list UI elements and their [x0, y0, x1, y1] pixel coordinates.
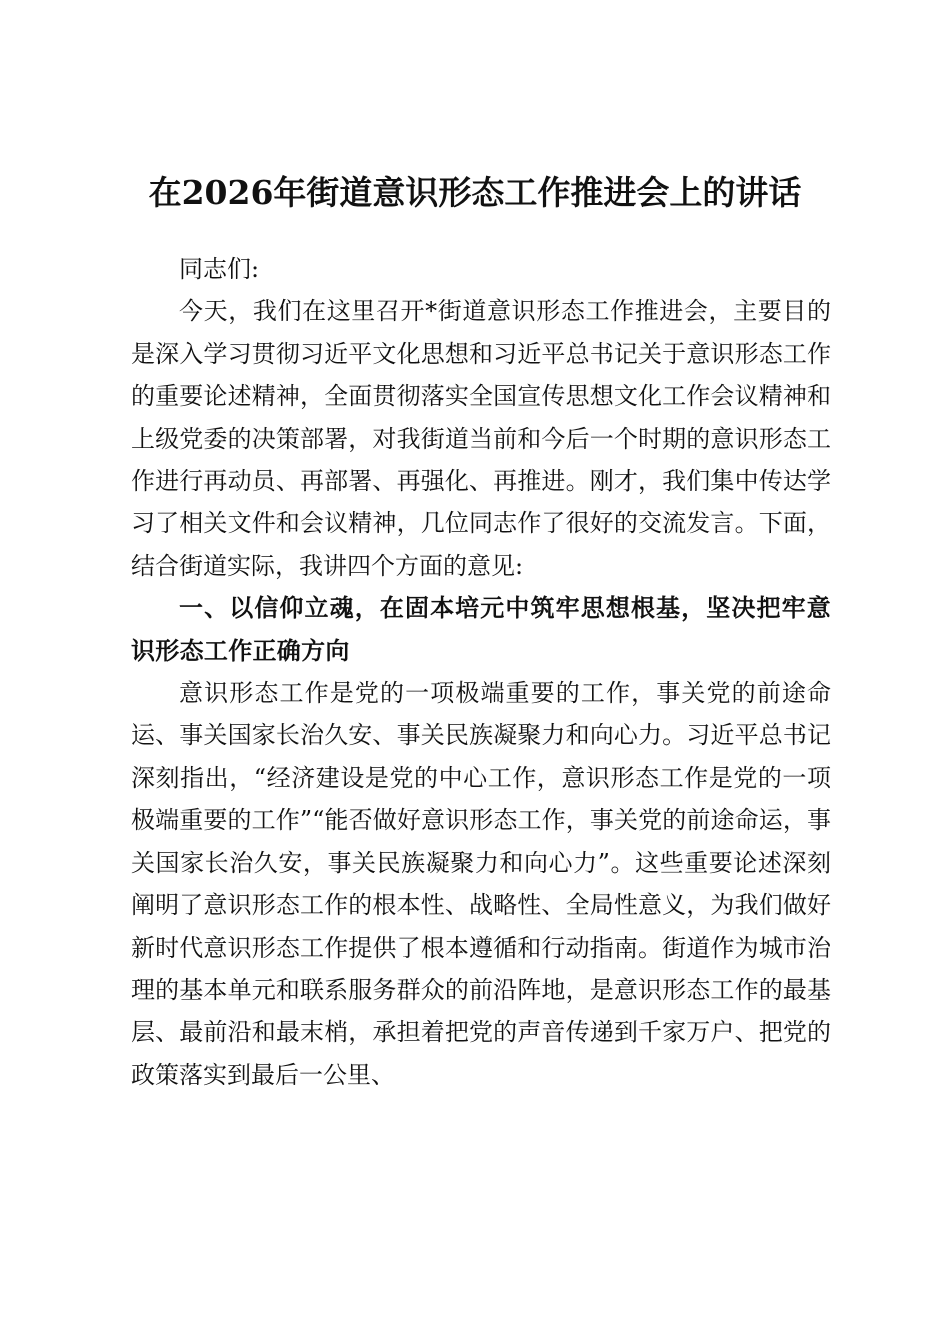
- paragraph-section-1: 意识形态工作是党的一项极端重要的工作，事关党的前途命运、事关国家长治久安、事关民族凝聚力和向心力。习近平总书记深刻指出，“经济建设是党的中心工作，意识形态工作是党的一项极端重要的工作”“能否做好意识形态工作，事关党的前途命运，事关国家长治久安，事关民族凝聚力和向心力”。这些重要论述深刻阐明了意识形态工作的根本性、战略性、全局性意义，为我们做好新时代意识形态工作提供了根本遵循和行动指南。街道作为城市治理的基本单元和联系服务群众的前沿阵地，是意识形态工作的最基层、最前沿和最末梢，承担着把党的声音传递到千家万户、把党的政策落实到最后一公里、: [131, 679, 831, 1089]
- paragraph-intro: 今天，我们在这里召开*街道意识形态工作推进会，主要目的是深入学习贯彻习近平文化思想和习近平总书记关于意识形态工作的重要论述精神，全面贯彻落实全国宣传思想文化工作会议精神和上级党委的决策部署，对我街道当前和今后一个时期的意识形态工作进行再动员、再部署、再强化、再推进。刚才，我们集中传达学习了相关文件和会议精神，几位同志作了很好的交流发言。下面，结合街道实际，我讲四个方面的意见:: [131, 297, 831, 580]
- document-body: [131, 248, 831, 1096]
- salutation: 同志们:: [179, 255, 260, 283]
- section-heading-1: 一、以信仰立魂，在固本培元中筑牢思想根基，坚决把牢意识形态工作正确方向: [131, 594, 831, 665]
- document-title: 在2026年街道意识形态工作推进会上的讲话: [148, 173, 802, 212]
